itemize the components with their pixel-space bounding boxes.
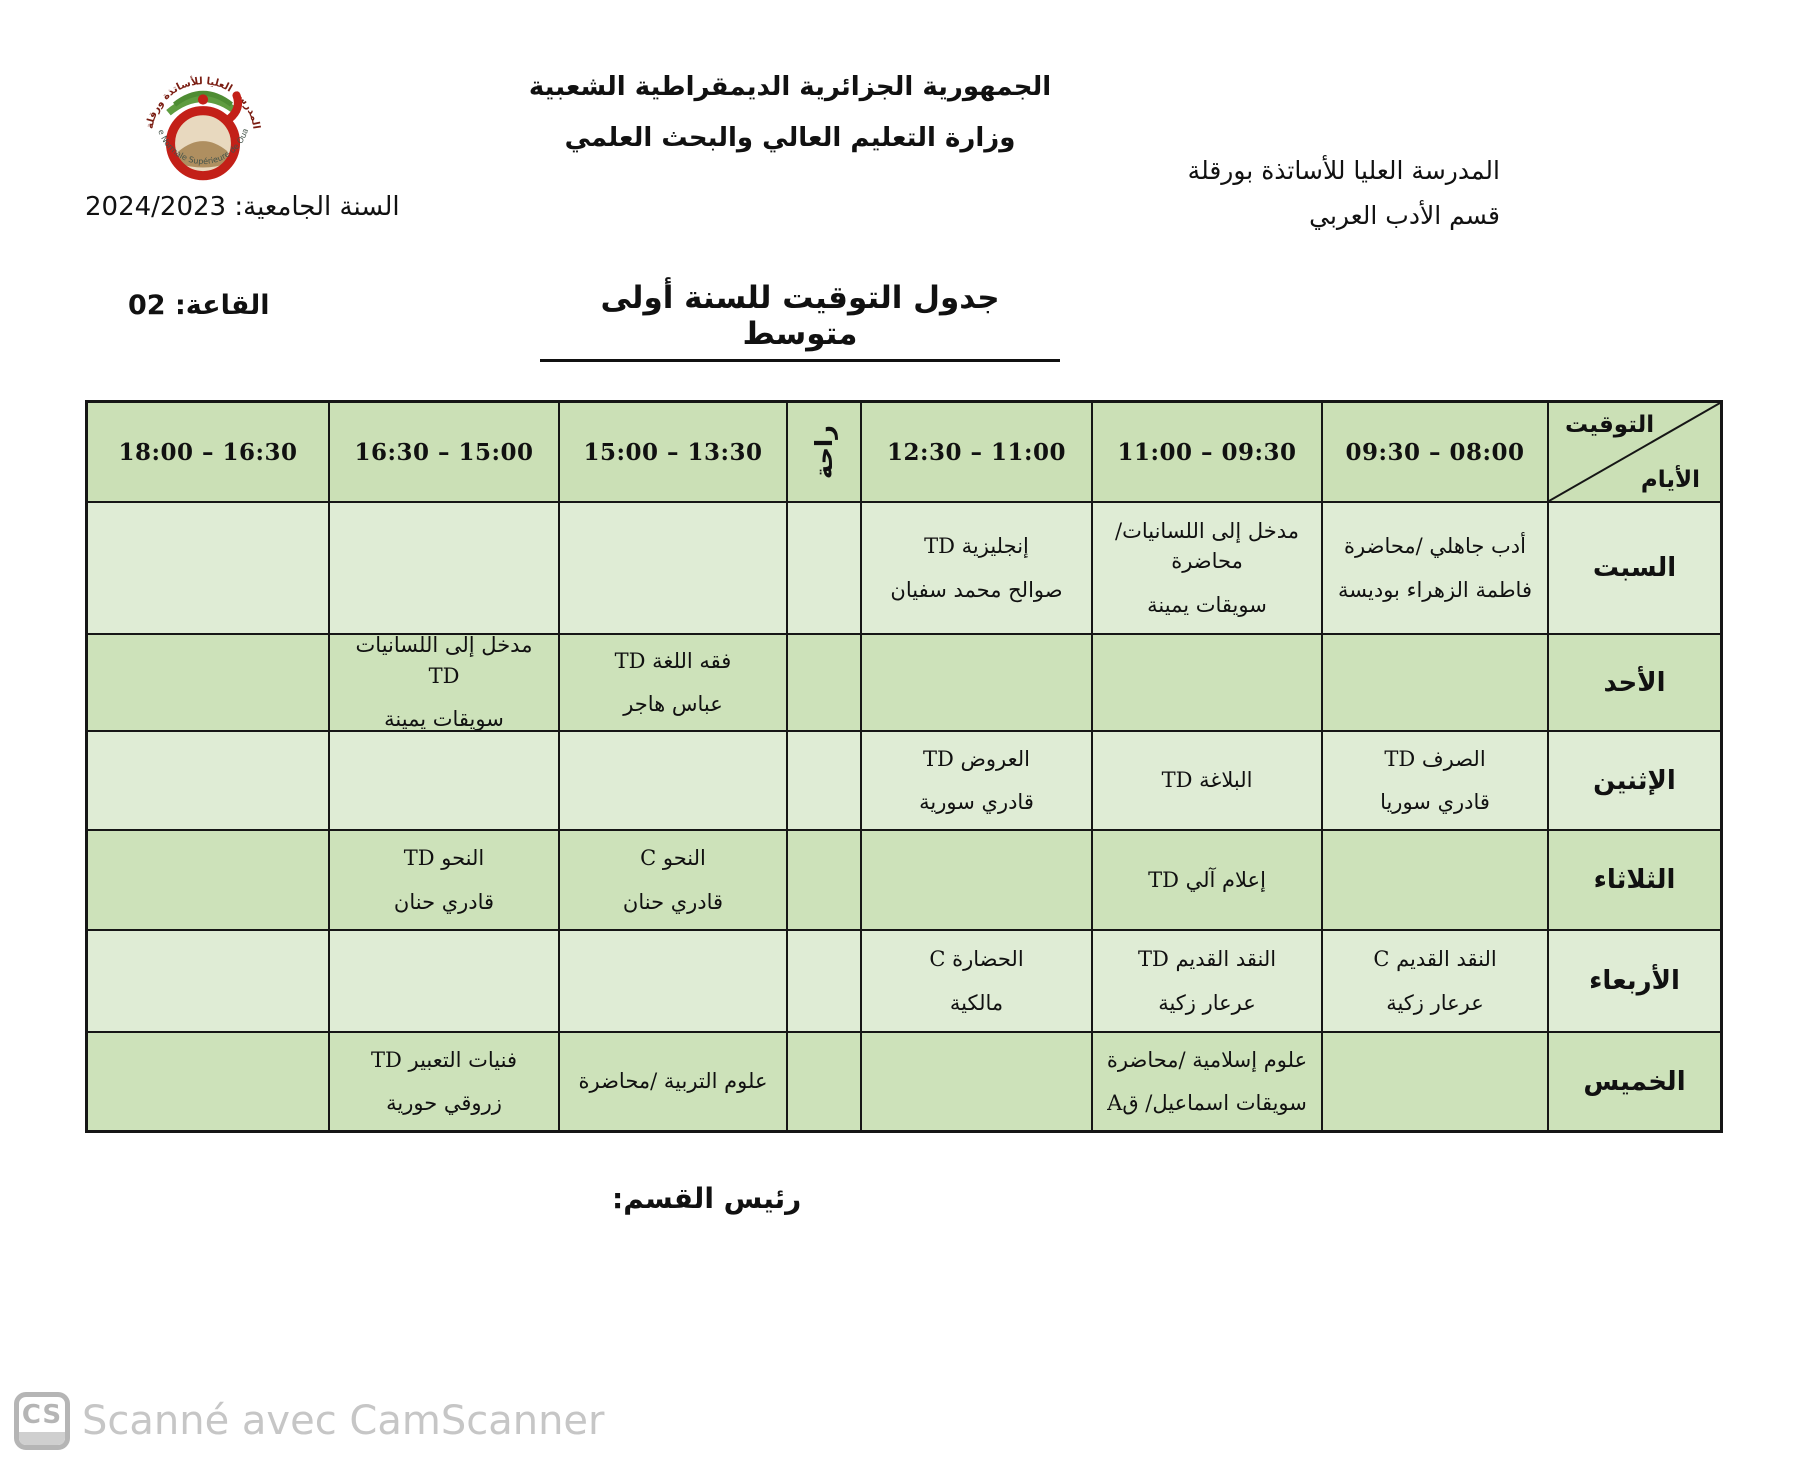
country-line: الجمهورية الجزائرية الديمقراطية الشعبية (528, 72, 1052, 102)
corner-time-label: التوقيت (1565, 412, 1655, 438)
course-subject: أدب جاهلي /محاضرة (1344, 534, 1526, 559)
schedule-cell (330, 732, 558, 829)
course-subject: مدخل إلى اللسانيات TD (355, 633, 533, 688)
camscanner-icon-strip (19, 1432, 65, 1445)
course-subject: الحضارة C (929, 947, 1024, 972)
day-label: الخميس (1549, 1033, 1720, 1130)
course-subject: إعلام آلي TD (1148, 867, 1266, 892)
schedule-cell (862, 1033, 1091, 1130)
day-label: الإثنين (1549, 732, 1720, 829)
schedule-cell (88, 1033, 328, 1130)
day-label: الأحد (1549, 635, 1720, 730)
schedule-cell (88, 503, 328, 633)
schedule-cell (560, 931, 786, 1031)
schedule-cell (560, 732, 786, 829)
course-subject: البلاغة TD (1161, 768, 1253, 793)
schedule-cell (330, 931, 558, 1031)
schedule-cell (862, 831, 1091, 929)
course-teacher: عباس هاجر (623, 692, 723, 716)
course-teacher: قادري سوريا (1380, 790, 1490, 814)
schedule-cell (88, 931, 328, 1031)
rest-label: راحة (810, 425, 838, 479)
schedule-cell (862, 931, 1091, 1031)
corner-days-label: الأيام (1640, 467, 1700, 493)
course-subject: إنجليزية TD (924, 534, 1029, 559)
schedule-cell (88, 831, 328, 929)
schedule-cell (330, 503, 558, 633)
course-subject: العروض TD (923, 746, 1030, 771)
schedule-cell (560, 503, 786, 633)
schedule-cell (1323, 732, 1547, 829)
time-header-cell: 12:30 – 11:00 (862, 403, 1091, 501)
document-header-right (1188, 148, 1500, 238)
course-subject: فقه اللغة TD (614, 648, 732, 673)
course-teacher: فاطمة الزهراء بوديسة (1338, 577, 1532, 602)
course-teacher: سويقات يمينة (1147, 592, 1267, 617)
course-teacher: عرعار زكية (1158, 990, 1256, 1015)
schedule-cell (1323, 503, 1547, 633)
document-header-center (520, 62, 1060, 163)
course-subject: علوم التربية /محاضرة (578, 1069, 768, 1094)
rest-cell (788, 732, 860, 829)
course-teacher: قادري حنان (622, 889, 724, 914)
school-logo-icon (138, 68, 268, 198)
course-subject: فنيات التعبير TD (370, 1047, 518, 1072)
rest-header-cell (788, 403, 860, 501)
schedule-cell (88, 732, 328, 829)
schedule-cell (1093, 1033, 1321, 1130)
time-header-cell: 15:00 – 13:30 (560, 403, 786, 501)
course-subject: مدخل إلى اللسانيات/محاضرة (1115, 518, 1299, 574)
time-header-cell: 16:30 – 15:00 (330, 403, 558, 501)
course-subject: النحو TD (403, 846, 485, 871)
schedule-cell (330, 831, 558, 929)
schedule-cell (862, 503, 1091, 633)
rest-cell (788, 503, 860, 633)
course-teacher: سويقات يمينة (384, 707, 504, 732)
ministry-line: وزارة التعليم العالي والبحث العلمي (564, 122, 1016, 153)
course-subject: النقد القديم C (1373, 947, 1497, 972)
schedule-cell (1323, 931, 1547, 1031)
schedule-cell (862, 732, 1091, 829)
schedule-cell (1323, 635, 1547, 730)
course-teacher: سويقات اسماعيل/ قA (1107, 1091, 1307, 1115)
course-subject: الصرف TD (1384, 746, 1486, 771)
schedule-cell (1323, 1033, 1547, 1130)
logo-arc-top-text: المدرسة العليا للأساتذة ورقلة (144, 76, 262, 130)
schedule-cell (1093, 831, 1321, 929)
rest-cell (788, 635, 860, 730)
time-header-cell: 09:30 – 08:00 (1323, 403, 1547, 501)
rest-cell (788, 831, 860, 929)
time-header-cell: 11:00 – 09:30 (1093, 403, 1321, 501)
schedule-cell (1093, 732, 1321, 829)
course-subject: علوم إسلامية /محاضرة (1106, 1047, 1308, 1072)
course-teacher: زروقي حورية (386, 1091, 502, 1115)
course-subject: النقد القديم TD (1137, 947, 1277, 972)
time-header-cell: 18:00 – 16:30 (88, 403, 328, 501)
course-teacher: قادري حنان (393, 889, 495, 914)
course-teacher: مالكية (949, 990, 1004, 1015)
page-title-text: جدول التوقيت للسنة أولى متوسط (540, 280, 1060, 362)
schedule-cell (330, 1033, 558, 1130)
schedule-cell (560, 831, 786, 929)
day-label: الثلاثاء (1549, 831, 1720, 929)
rest-cell (788, 931, 860, 1031)
schedule-cell (1093, 635, 1321, 730)
course-teacher: قادري سورية (919, 790, 1034, 814)
schedule-cell (862, 635, 1091, 730)
room-label: القاعة: 02 (128, 290, 270, 321)
department-head-signature-label: رئيس القسم: (612, 1182, 802, 1215)
day-label: الأربعاء (1549, 931, 1720, 1031)
schedule-cell (560, 635, 786, 730)
school-logo (138, 68, 268, 198)
schedule-cell (1093, 503, 1321, 633)
school-line: المدرسة العليا للأساتذة بورقلة (1187, 156, 1500, 185)
schedule-cell (88, 635, 328, 730)
corner-header-cell (1549, 403, 1720, 501)
page-title (540, 280, 1060, 362)
camscanner-icon-letters: CS (21, 1399, 63, 1430)
department-line: قسم الأدب العربي (1309, 201, 1500, 230)
course-teacher: عرعار زكية (1386, 990, 1484, 1015)
camscanner-icon (14, 1392, 70, 1450)
logo-arc-bottom-text: e Normale Supérieure de Oua (156, 127, 251, 167)
schedule-cell (1093, 931, 1321, 1031)
schedule-cell (560, 1033, 786, 1130)
camscanner-watermark: Scanné avec CamScanner (82, 1398, 605, 1444)
course-subject: النحو C (640, 846, 706, 871)
timetable-grid (85, 400, 1723, 1133)
schedule-cell (1323, 831, 1547, 929)
schedule-cell (330, 635, 558, 730)
course-teacher: صوالح محمد سفيان (890, 577, 1063, 602)
academic-year-label: السنة الجامعية: 2024/2023 (85, 192, 400, 222)
day-label: السبت (1549, 503, 1720, 633)
rest-cell (788, 1033, 860, 1130)
